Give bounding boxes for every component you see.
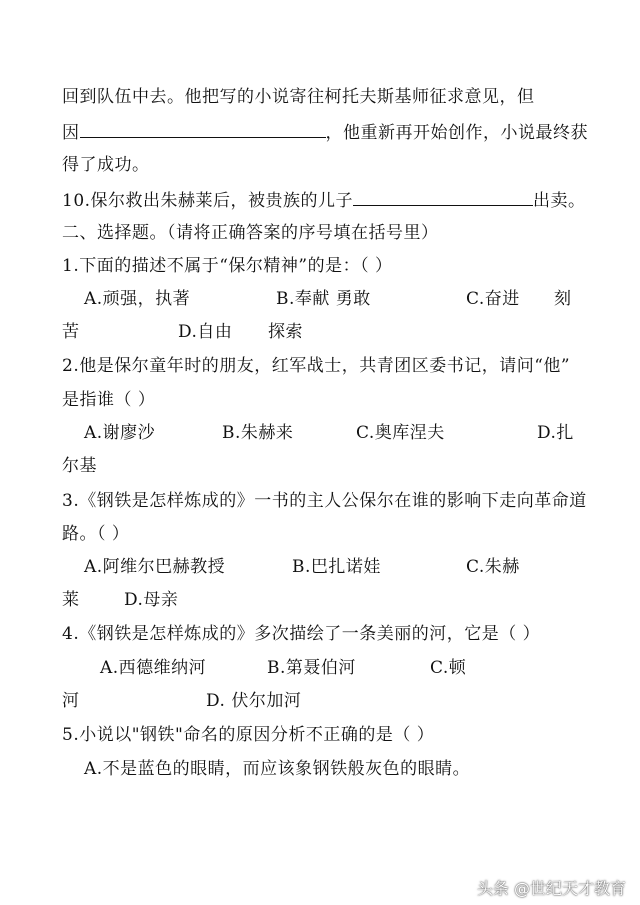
text-line: 回到队伍中去。他把写的小说寄往柯托夫斯基师征求意见，但	[62, 87, 535, 107]
answer-blank[interactable]	[80, 120, 326, 138]
question-4: 4.《钢铁是怎样炼成的》多次描绘了一条美丽的河，它是（ ）	[62, 624, 541, 644]
option-d[interactable]: D.母亲	[124, 590, 179, 610]
option-c[interactable]: C.顿	[430, 658, 467, 678]
option-d[interactable]: D.自由	[178, 322, 233, 342]
option-d[interactable]: D. 伏尔加河	[206, 691, 302, 711]
text-segment: 出卖。	[533, 191, 586, 211]
option-b[interactable]: B.奉献 勇敢	[276, 289, 371, 309]
option-c-continued: 苦	[62, 322, 80, 342]
option-a[interactable]: A.阿维尔巴赫教授	[84, 557, 226, 577]
option-c[interactable]: C.奥库涅夫	[356, 423, 445, 443]
option-a[interactable]: A.顽强，执著	[84, 289, 191, 309]
option-c[interactable]: C.朱赫	[466, 557, 520, 577]
option-b[interactable]: B.朱赫来	[222, 423, 294, 443]
option-c-continued: 河	[62, 691, 80, 711]
fill-blank-line	[62, 120, 588, 144]
option-d-continued: 探索	[268, 322, 303, 342]
question-2-continued: 是指谁（ ）	[62, 390, 156, 410]
question-3: 3.《钢铁是怎样炼成的》一书的主人公保尔在谁的影响下走向革命道	[62, 491, 587, 511]
answer-blank[interactable]	[353, 188, 533, 206]
text-line: 得了成功。	[62, 155, 150, 175]
text-segment: 10.保尔救出朱赫莱后，被贵族的儿子	[62, 191, 354, 211]
option-a[interactable]: A.西德维纳河	[100, 658, 207, 678]
section-heading: 二、选择题。（请将正确答案的序号填在括号里）	[62, 223, 439, 243]
option-b[interactable]: B.第聂伯河	[267, 658, 356, 678]
question-2: 2.他是保尔童年时的朋友，红军战士，共青团区委书记，请问“他”	[62, 356, 571, 376]
option-c[interactable]: C.奋进	[466, 289, 520, 309]
text-segment: 因	[62, 123, 80, 143]
text-segment: ，他重新再开始创作，小说最终获	[325, 123, 588, 143]
option-d-continued: 尔基	[62, 456, 97, 476]
option-a[interactable]: A.谢廖沙	[84, 423, 156, 443]
option-b[interactable]: B.巴扎诺娃	[292, 557, 381, 577]
option-c-continued: 刻	[554, 289, 572, 309]
question-1: 1.下面的描述不属于“保尔精神”的是：（ ）	[62, 256, 393, 276]
fill-blank-line	[62, 188, 586, 212]
option-c-continued: 莱	[62, 590, 80, 610]
question-3-continued: 路。（ ）	[62, 524, 130, 544]
watermark-logo: 头条 @世纪天才教育	[476, 879, 626, 898]
option-d[interactable]: D.扎	[537, 423, 574, 443]
question-5: 5.小说以"钢铁"命名的原因分析不正确的是（ ）	[62, 725, 435, 745]
option-a[interactable]: A.不是蓝色的眼睛，而应该象钢铁般灰色的眼睛。	[84, 759, 471, 779]
